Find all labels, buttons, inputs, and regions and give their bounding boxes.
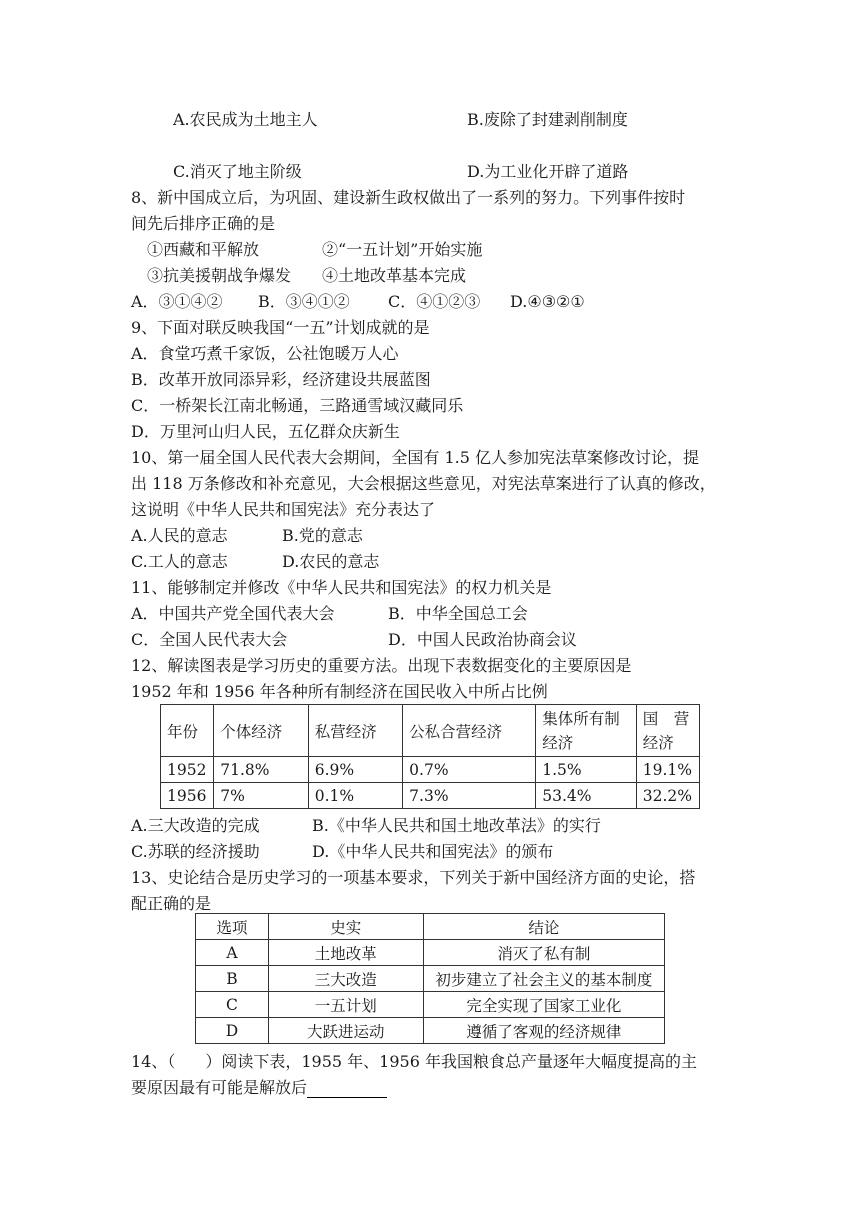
q12-stem: 12、解读图表是学习历史的重要方法。出现下表数据变化的主要原因是 [131, 656, 632, 675]
table-header-row [161, 705, 700, 757]
header-conclusion: 结论 [423, 914, 664, 940]
q9-stem: 9、下面对联反映我国“一五”计划成就的是 [131, 318, 430, 337]
cell: 三大改造 [268, 966, 423, 992]
q13-stem-line2: 配正确的是 [131, 894, 212, 913]
q8-event-1: ①西藏和平解放 [147, 240, 260, 259]
q8-stem-line2: 间先后排序正确的是 [131, 214, 276, 233]
cell: 1.5% [536, 757, 637, 783]
cell: 1952 [161, 757, 214, 783]
q7-option-b: B.废除了封建剥削制度 [467, 110, 628, 129]
q8-option-d: D.④③②① [510, 292, 585, 311]
cell: 6.9% [308, 757, 402, 783]
q10-stem-line1: 10、第一届全国人民代表大会期间，全国有 1.5 亿人参加宪法草案修改讨论，提 [131, 448, 699, 467]
cell: 71.8% [214, 757, 308, 783]
cell: 0.7% [403, 757, 536, 783]
answer-underline-blank[interactable] [307, 1081, 387, 1098]
q7-option-d: D.为工业化开辟了道路 [467, 162, 629, 181]
q11-stem: 11、能够制定并修改《中华人民共和国宪法》的权力机关是 [131, 578, 552, 597]
q10-option-a: A.人民的意志 [131, 526, 228, 545]
q12-ownership-table [160, 704, 700, 809]
q11-option-c: C．全国人民代表大会 [131, 630, 288, 649]
header-collective-line2: 经济 [542, 733, 574, 752]
q8-option-c: C．④①②③ [388, 292, 481, 311]
header-private: 私营经济 [308, 705, 402, 757]
q9-option-a: A．食堂巧煮千家饭，公社饱暖万人心 [131, 344, 399, 363]
q14-stem-rest: ）阅读下表，1955 年、1956 年我国粮食总产量逐年大幅度提高的主 [205, 1052, 697, 1071]
cell: 19.1% [636, 757, 699, 783]
table-row [196, 992, 665, 1018]
q8-option-b: B．③④①② [258, 292, 350, 311]
q12-table-title: 1952 年和 1956 年各种所有制经济在国民收入中所占比例 [131, 682, 548, 701]
q11-option-a: A．中国共产党全国代表大会 [131, 604, 335, 623]
header-state [636, 705, 699, 757]
q14-line2-text: 要原因最有可能是解放后 [131, 1078, 308, 1097]
cell: 消灭了私有制 [423, 940, 664, 966]
cell: 0.1% [308, 783, 402, 809]
q12-option-c: C.苏联的经济援助 [131, 842, 260, 861]
cell: B [196, 966, 269, 992]
q12-option-b: B.《中华人民共和国土地改革法》的实行 [312, 816, 601, 835]
header-year: 年份 [161, 705, 214, 757]
q10-stem-line2: 出 118 万条修改和补充意见，大会根据这些意见，对宪法草案进行了认真的修改， [131, 474, 716, 493]
q8-event-2: ②“一五计划”开始实施 [322, 240, 483, 259]
header-collective-line1: 集体所有制 [542, 709, 620, 728]
cell: 1956 [161, 783, 214, 809]
cell: C [196, 992, 269, 1018]
q10-option-b: B.党的意志 [282, 526, 363, 545]
q7-option-c: C.消灭了地主阶级 [173, 162, 302, 181]
q14-stem-line2 [131, 1078, 387, 1098]
cell: 7.3% [403, 783, 536, 809]
q12-option-a: A.三大改造的完成 [131, 816, 260, 835]
q11-option-d: D．中国人民政治协商会议 [388, 630, 577, 649]
q8-option-a: A．③①④② [131, 292, 223, 311]
q9-option-b: B．改革开放同添异彩，经济建设共展蓝图 [131, 370, 431, 389]
header-fact: 史实 [268, 914, 423, 940]
q9-option-c: C．一桥架长江南北畅通，三路通雪域汉藏同乐 [131, 396, 464, 415]
q14-prefix: 14、（ [131, 1052, 176, 1071]
table-header-row [196, 914, 665, 940]
cell: 53.4% [536, 783, 637, 809]
cell: 一五计划 [268, 992, 423, 1018]
header-state-line1: 国 营 [642, 709, 690, 728]
header-option: 选项 [196, 914, 269, 940]
q8-stem-line1: 8、新中国成立后，为巩固、建设新生政权做出了一系列的努力。下列事件按时 [131, 188, 686, 207]
table-row [161, 757, 700, 783]
cell: 7% [214, 783, 308, 809]
q10-option-c: C.工人的意志 [131, 552, 228, 571]
q10-stem-line3: 这说明《中华人民共和国宪法》充分表达了 [131, 500, 436, 519]
q12-option-d: D.《中华人民共和国宪法》的颁布 [312, 842, 554, 861]
q13-history-table [195, 913, 665, 1044]
header-individual: 个体经济 [214, 705, 308, 757]
cell: 大跃进运动 [268, 1018, 423, 1044]
header-collective [536, 705, 637, 757]
header-joint: 公私合营经济 [403, 705, 536, 757]
q9-option-d: D．万里河山归人民，五亿群众庆新生 [131, 422, 400, 441]
q11-option-b: B．中华全国总工会 [388, 604, 528, 623]
cell: 土地改革 [268, 940, 423, 966]
q13-stem-line1: 13、史论结合是历史学习的一项基本要求，下列关于新中国经济方面的史论，搭 [131, 868, 696, 887]
q8-event-3: ③抗美援朝战争爆发 [147, 266, 292, 285]
table-row [196, 966, 665, 992]
q10-option-d: D.农民的意志 [282, 552, 380, 571]
table-row [196, 1018, 665, 1044]
q7-option-a: A.农民成为土地主人 [173, 110, 318, 129]
cell: 遵循了客观的经济规律 [423, 1018, 664, 1044]
cell: 完全实现了国家工业化 [423, 992, 664, 1018]
q14-stem-line1 [131, 1052, 697, 1072]
q8-event-4: ④土地改革基本完成 [322, 266, 467, 285]
cell: 初步建立了社会主义的基本制度 [423, 966, 664, 992]
cell: A [196, 940, 269, 966]
table-row [196, 940, 665, 966]
table-row [161, 783, 700, 809]
header-state-line2: 经济 [642, 733, 674, 752]
cell: 32.2% [636, 783, 699, 809]
cell: D [196, 1018, 269, 1044]
